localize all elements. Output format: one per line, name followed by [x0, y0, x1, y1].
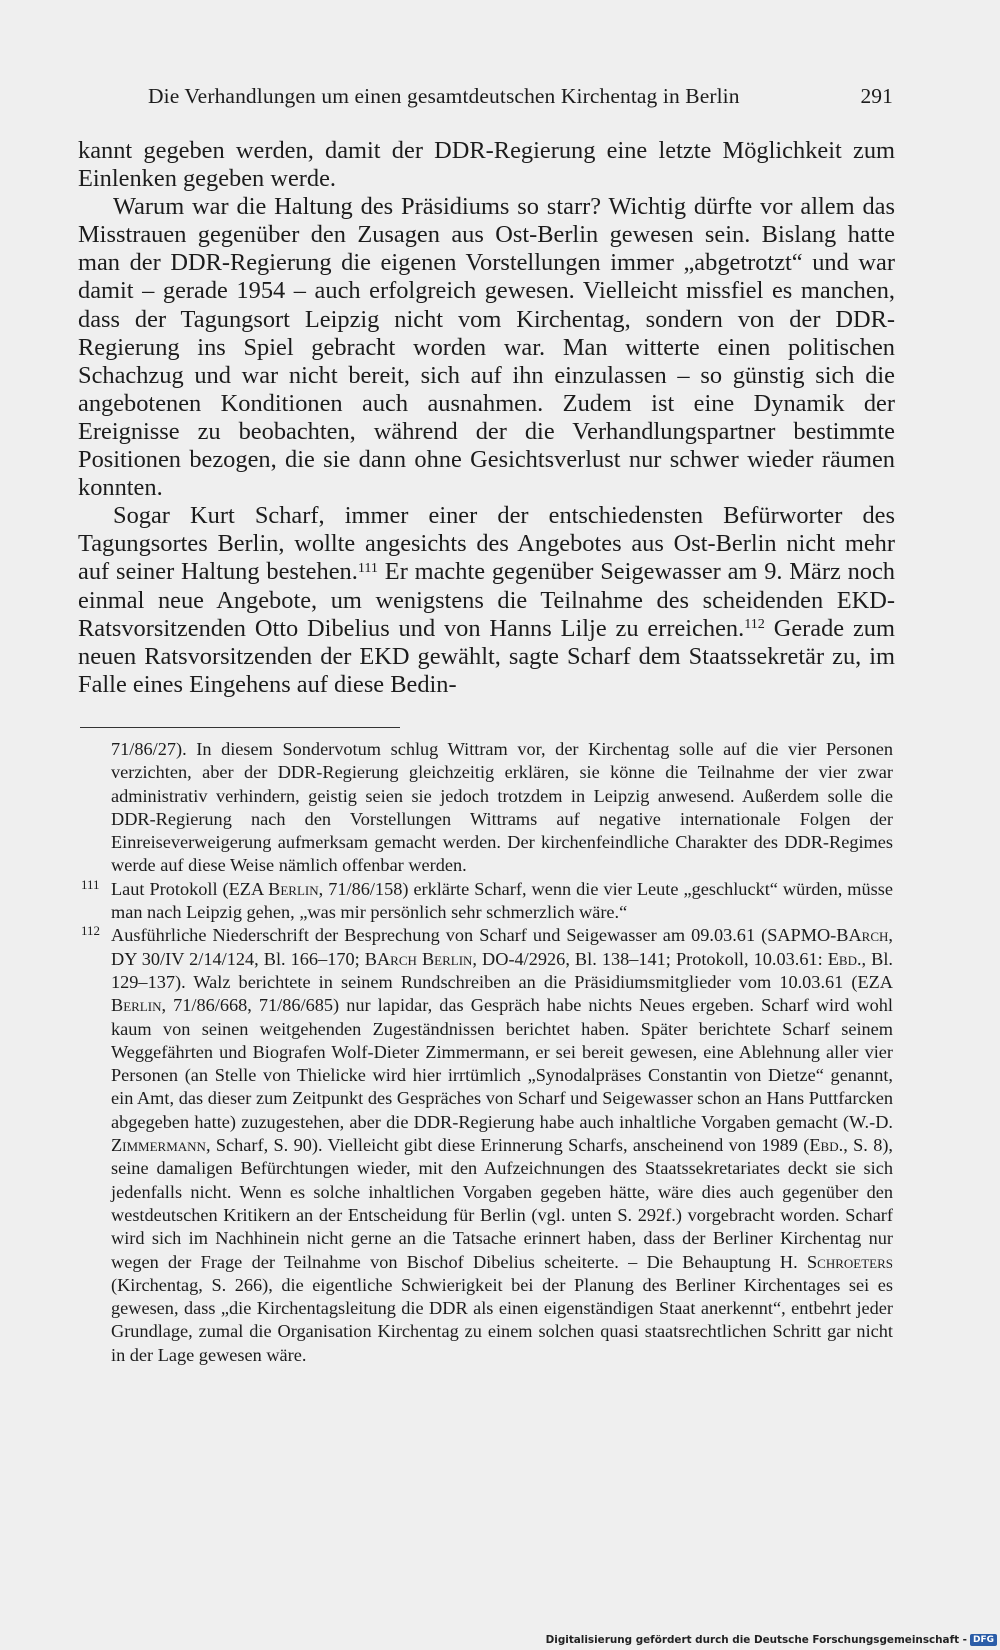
- footnote-112: [78, 924, 893, 1367]
- footnote-number-111: 111: [81, 876, 100, 892]
- footnote-111: [78, 878, 893, 925]
- paragraph-1: kannt gegeben werden, damit der DDR-Regierung eine letzte Möglichkeit zum Einlenken gegeben werde.: [78, 137, 895, 193]
- footnote-continued-text: 71/86/27). In diesem Sondervotum schlug Wittram vor, der Kirchentag solle auf die vier Personen verzichten, aber der DDR-Regierung gleichzeitig erklären, sie könne die Teilnahme der vier zwar administrativ verhindern, geistig seien sie jedoch trotzdem in Leipzig anwesend. Außerdem solle die DDR-Regierung nach den Vorstellungen Wittrams auf negative internationale Folgen der Einreiseverweigerung aufmerksam gemacht werden. Der kirchenfeindliche Charakter des DDR-Regimes werde auf diese Weise nämlich offenbar werden.: [111, 739, 893, 876]
- paragraph-3: [78, 502, 895, 699]
- footnote-112-smallcaps-4: Berlin: [111, 995, 162, 1016]
- footnote-112-text-1: Ausführliche Niederschrift der Besprechung von Scharf und Seigewasser am 09.03.61 (SAPMO-: [111, 925, 837, 946]
- footnote-111-text-a: Laut Protokoll (EZA: [111, 878, 269, 899]
- dfg-logo: DFG: [970, 1634, 997, 1646]
- footnote-ref-112[interactable]: 112: [744, 615, 765, 632]
- footnote-112-text-9: , 71/86/668, 71/86/685) nur lapidar, das Gespräch habe nichts Neues ergeben. Scharf wird wohl kaum von seinen weitgehenden Zugeständnissen berichtet haben. Später berichtete Scharf seinem Weggefährten und Biografen Wolf-Dieter Zimmermann, er sei bereit gewesen, eine Ablehnung aller vier Personen (an Stelle von Thielicke wird hier irrtümlich „Synodalpräses Constantin von Dietze“ genannt, ein Amt, das dieser zum Zeitpunkt des Gespräches von Scharf und Seigewasser schon an Hans Puttfarcken abgegeben hatte) zuzugestehen, aber die DDR-Regierung habe auch inhaltliche Vorgaben gemacht (W.-D.: [111, 995, 893, 1132]
- footnote-112-text-7: , Bl. 129–137). Walz berichtete in seinem Rundschreiben an die Präsidiumsmitglieder vom 10.03.61 (EZA: [111, 948, 893, 992]
- paragraph-2: Warum war die Haltung des Präsidiums so starr? Wichtig dürfte vor allem das Misstrauen gegenüber den Zusagen aus Ost-Berlin gewesen sein. Bislang hatte man der DDR-Regierung die eigenen Vorstellungen immer „abgetrotzt“ und war damit – gerade 1954 – auch erfolgreich gewesen. Vielleicht missfiel es manchen, dass der Tagungsort Leipzig nicht vom Kirchentag, sondern von der DDR-Regierung ins Spiel gebracht worden war. Man witterte einen politischen Schachzug und war nicht bereit, sich auf ihn einzulassen – so günstig sich die angebotenen Konditionen auch ausnahmen. Zudem ist eine Dynamik der Ereignisse zu beobachten, während der die Verhandlungspartner bestimmte Positionen bezogen, die sie dann ohne Gesichtsverlust nur schwer wieder räumen konnten.: [78, 193, 895, 502]
- footnote-112-text-11: , Scharf, S. 90). Vielleicht gibt diese Erinnerung Scharfs, anscheinend von 1989 (: [205, 1135, 810, 1156]
- running-head: [148, 84, 893, 109]
- paragraph-3-text-c: Gerade zum neuen Ratsvorsitzenden der EKD gewählt, sagte Scharf dem Staatssekretär zu, im Falle eines Eingehens auf diese Bedin-: [78, 614, 895, 698]
- footnote-111-text-b: , 71/86/158) erklärte Scharf, wenn die vier Leute „geschluckt“ würden, müsse man nach Leipzig gehen, „was mir persönlich sehr schmerzlich wäre.“: [111, 878, 893, 923]
- footnote-112-text-3: , DY 30/IV 2/14/124, Bl. 166–170;: [111, 925, 893, 969]
- footnote-112-smallcaps-2: BArch Berlin: [364, 948, 473, 969]
- digitization-footer: [545, 1630, 1000, 1650]
- footnote-111-smallcaps: Berlin: [268, 878, 319, 899]
- digitization-credit: Digitalisierung gefördert durch die Deutsche Forschungsgemeinschaft -: [545, 1634, 967, 1646]
- footnote-112-smallcaps-7: Schroeters: [806, 1251, 893, 1272]
- paragraph-3-text-b: Er machte gegenüber Seigewasser am 9. März noch einmal neue Angebote, um wenigstens die Teilnahme des scheidenden EKD-Ratsvorsitzenden Otto Dibelius und von Hanns Lilje zu erreichen.: [78, 558, 895, 642]
- running-head-title: Die Verhandlungen um einen gesamtdeutschen Kirchentag in Berlin: [148, 84, 740, 108]
- footnote-112-text-13: , S. 8), seine damaligen Befürchtungen wieder, mit den Aufzeichnungen des Staatssekretariates deckt sie sich jedenfalls nicht. Wenn es solche inhaltlichen Vorgaben gegeben hätte, wäre dies auch gegenüber den westdeutschen Kritikern an der Entscheidung für Berlin (vgl. unten S. 292f.) vorgebracht worden. Scharf wird sich im Nachhinein nicht gerne an die Tatsache erinnert haben, dass der Berliner Kirchentag nur wegen der Frage der Teilnahme von Bischof Dibelius scheiterte. – Die Behauptung H.: [111, 1135, 893, 1272]
- main-text: [78, 137, 895, 699]
- footnote-ref-111[interactable]: 111: [357, 559, 378, 576]
- footnotes: [78, 738, 893, 1367]
- footnote-112-smallcaps-5: Zimmermann: [111, 1135, 206, 1156]
- footnote-112-smallcaps-3: Ebd.: [827, 948, 862, 969]
- footnote-112-text-5: , DO-4/2926, Bl. 138–141; Protokoll, 10.03.61:: [472, 948, 828, 969]
- footnote-112-smallcaps-1: BArch: [836, 925, 889, 946]
- footnote-continued: [78, 738, 893, 878]
- footnote-number-112: 112: [81, 923, 101, 939]
- footnote-separator: [80, 727, 400, 728]
- footnote-112-smallcaps-6: Ebd.: [809, 1135, 844, 1156]
- paragraph-3-text-a: Sogar Kurt Scharf, immer einer der entschiedensten Befürworter des Tagungsortes Berlin, wollte angesichts des Angebotes aus Ost-Berlin nicht mehr auf seiner Haltung bestehen.: [78, 502, 895, 586]
- page-number: 291: [860, 84, 893, 108]
- footnote-112-text-15: (Kirchentag, S. 266), die eigentliche Schwierigkeit bei der Planung des Berliner Kirchentages sei es gewesen, dass „die Kirchentagsleitung die DDR als einen eigenständigen Staat anerkennt“, entbehrt jeder Grundlage, zumal die Organisation Kirchentag zu einem solchen quasi staatsrechtlichen Schritt gar nicht in der Lage gewesen wäre.: [111, 1274, 893, 1365]
